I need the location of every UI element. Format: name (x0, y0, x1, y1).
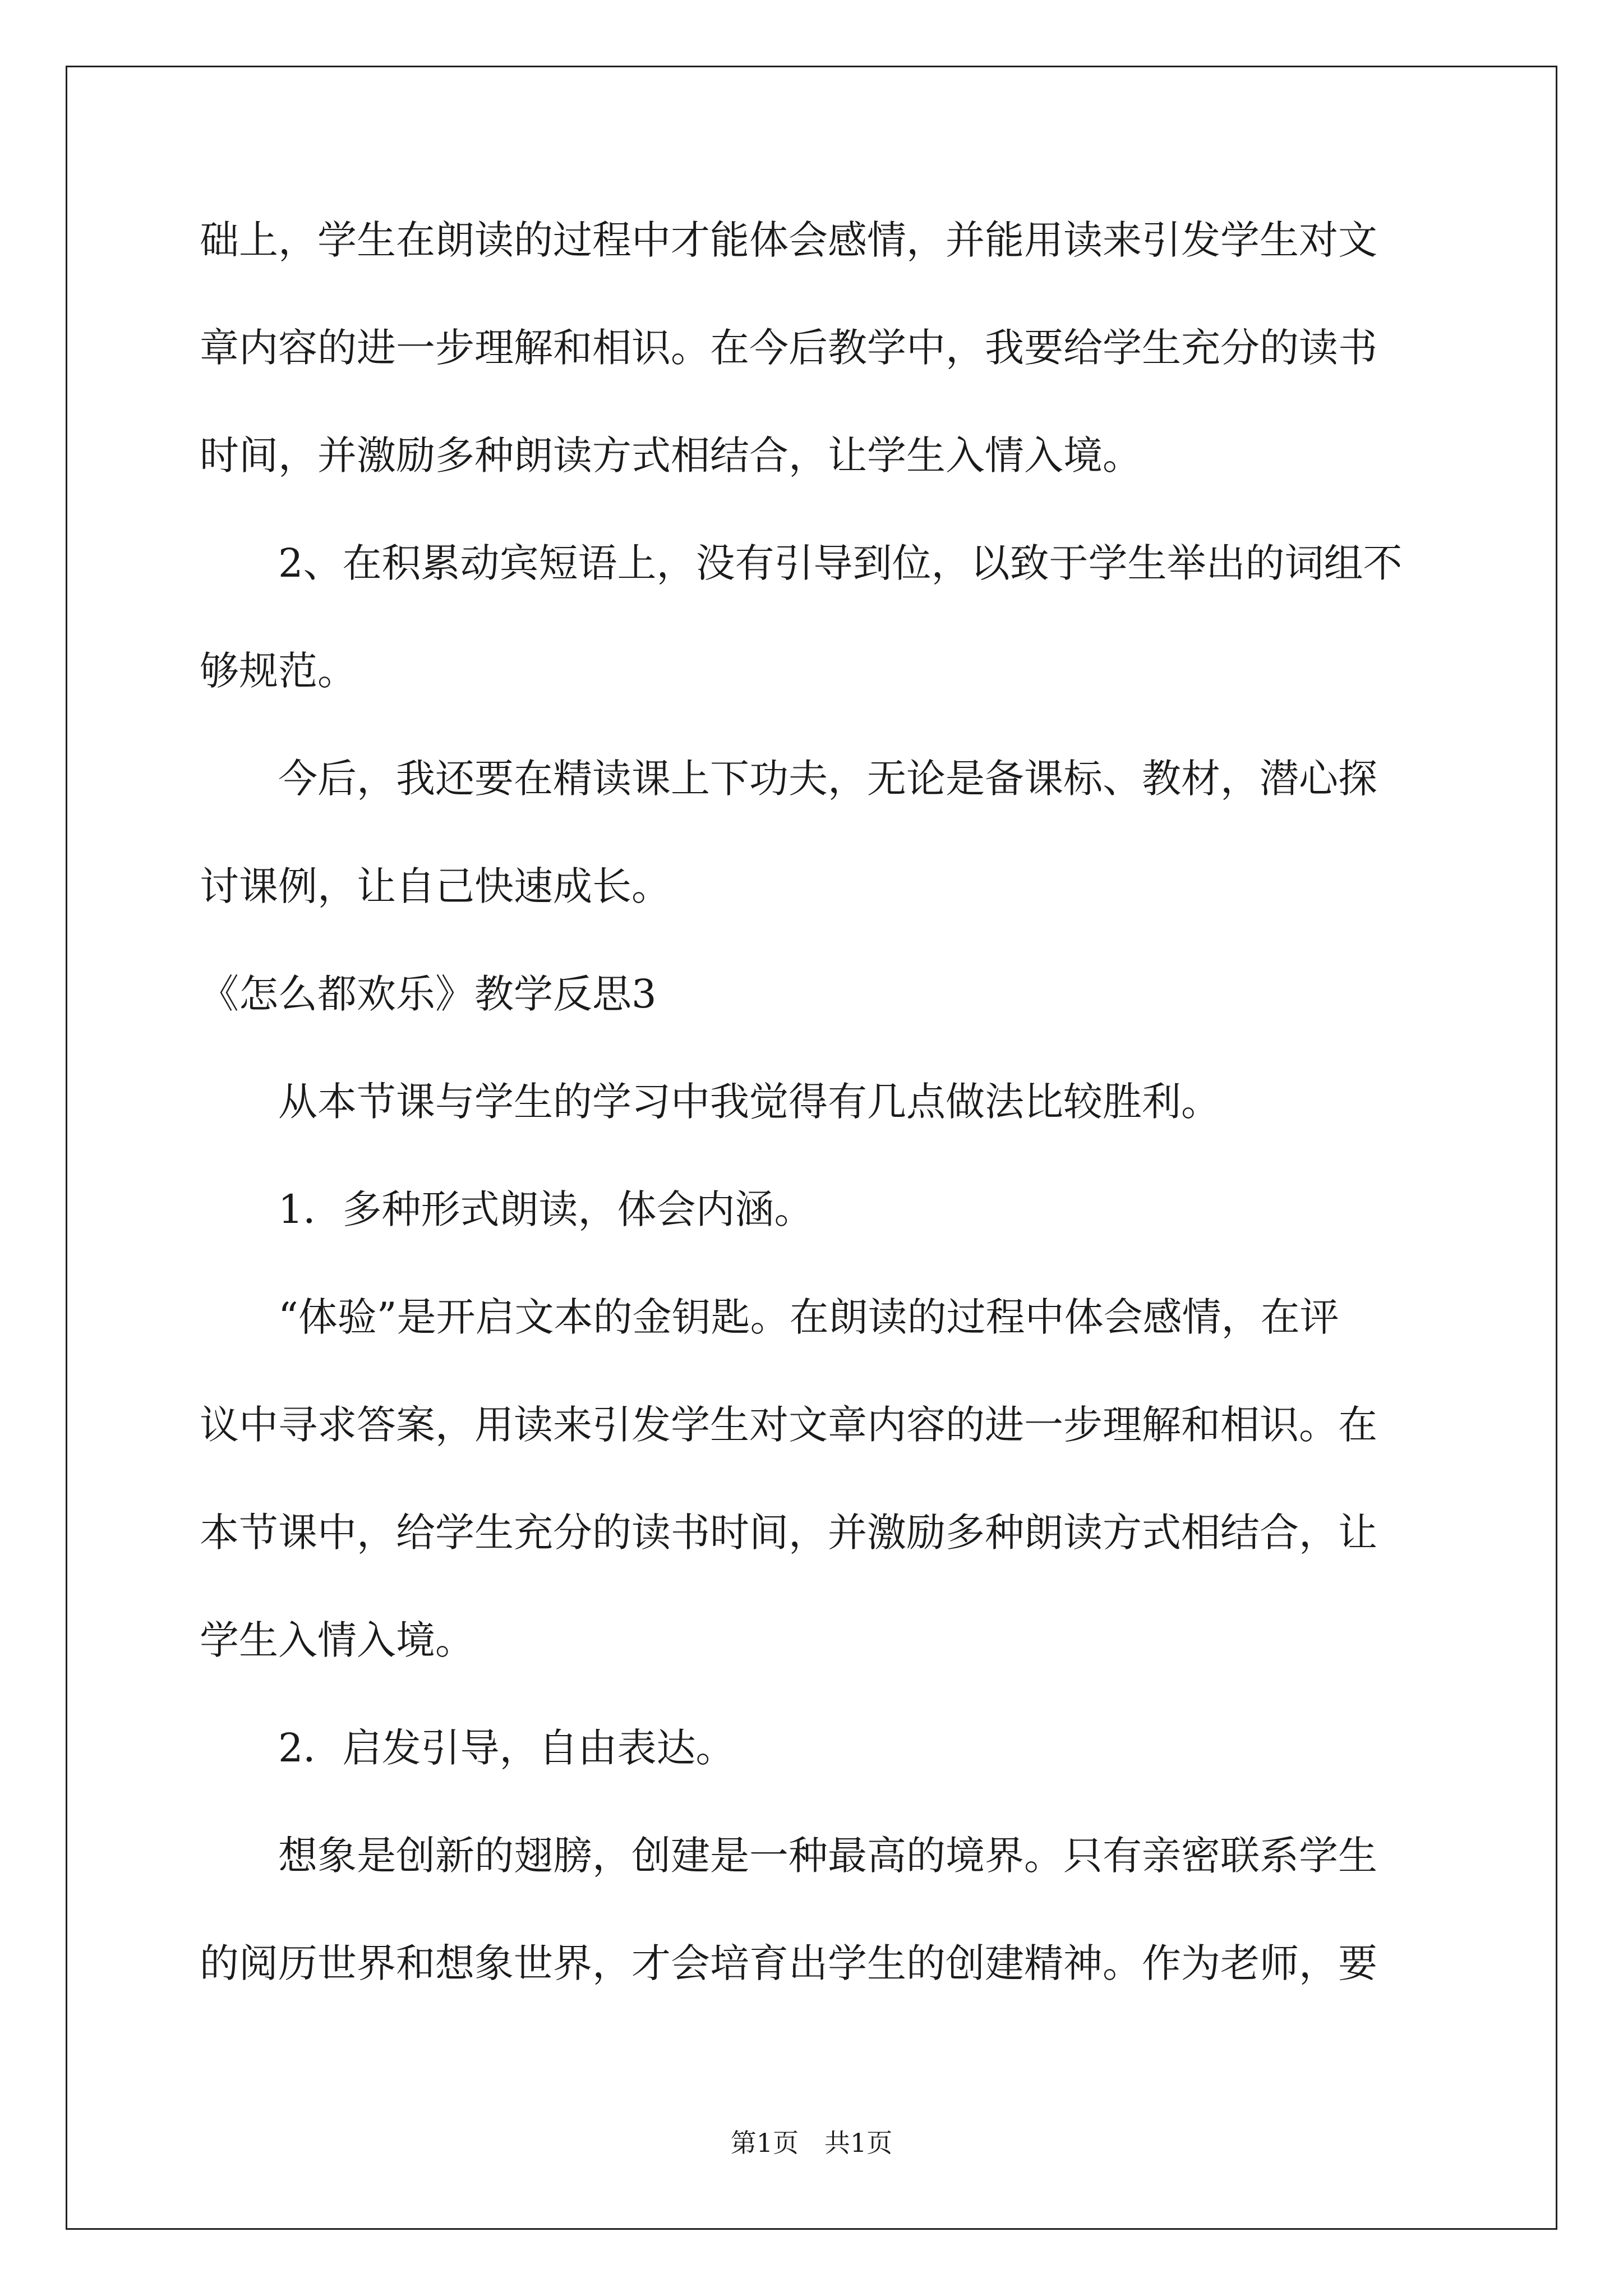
text-line-12: 议中寻求答案，用读来引发学生对文章内容的进一步理解和相识。在 (200, 1402, 1377, 1448)
text-line-2: 章内容的进一步理解和相识。在今后教学中，我要给学生充分的读书 (200, 325, 1377, 371)
page-border (66, 66, 1557, 2230)
text-line-3: 时间，并激励多种朗读方式相结合，让学生入情入境。 (200, 432, 1142, 478)
text-line-9: 从本节课与学生的学习中我觉得有几点做法比较胜利。 (200, 1079, 1220, 1125)
text-line-11: “体验”是开启文本的金钥匙。在朗读的过程中体会感情，在评 (200, 1294, 1339, 1340)
text-line-14: 学生入情入境。 (200, 1617, 474, 1663)
text-line-7: 讨课例，让自己快速成长。 (200, 863, 671, 909)
text-line-6: 今后，我还要在精读课上下功夫，无论是备课标、教材，潜心探 (200, 756, 1377, 802)
page-footer: 第1页 共1页 (730, 2128, 893, 2158)
section-heading: 《怎么都欢乐》教学反思3 (200, 971, 657, 1017)
text-line-16: 想象是创新的翅膀，创建是一种最高的境界。只有亲密联系学生 (200, 1833, 1377, 1879)
text-line-15: 2．启发引导，自由表达。 (200, 1725, 735, 1771)
text-line-4: 2、在积累动宾短语上，没有引导到位，以致于学生举出的词组不 (200, 540, 1403, 586)
text-line-13: 本节课中，给学生充分的读书时间，并激励多种朗读方式相结合，让 (200, 1510, 1377, 1556)
text-line-10: 1．多种形式朗读，体会内涵。 (200, 1186, 814, 1232)
text-line-5: 够规范。 (200, 648, 357, 694)
text-line-1: 础上，学生在朗读的过程中才能体会感情，并能用读来引发学生对文 (200, 217, 1377, 263)
text-line-17: 的阅历世界和想象世界，才会培育出学生的创建精神。作为老师，要 (200, 1940, 1377, 1986)
